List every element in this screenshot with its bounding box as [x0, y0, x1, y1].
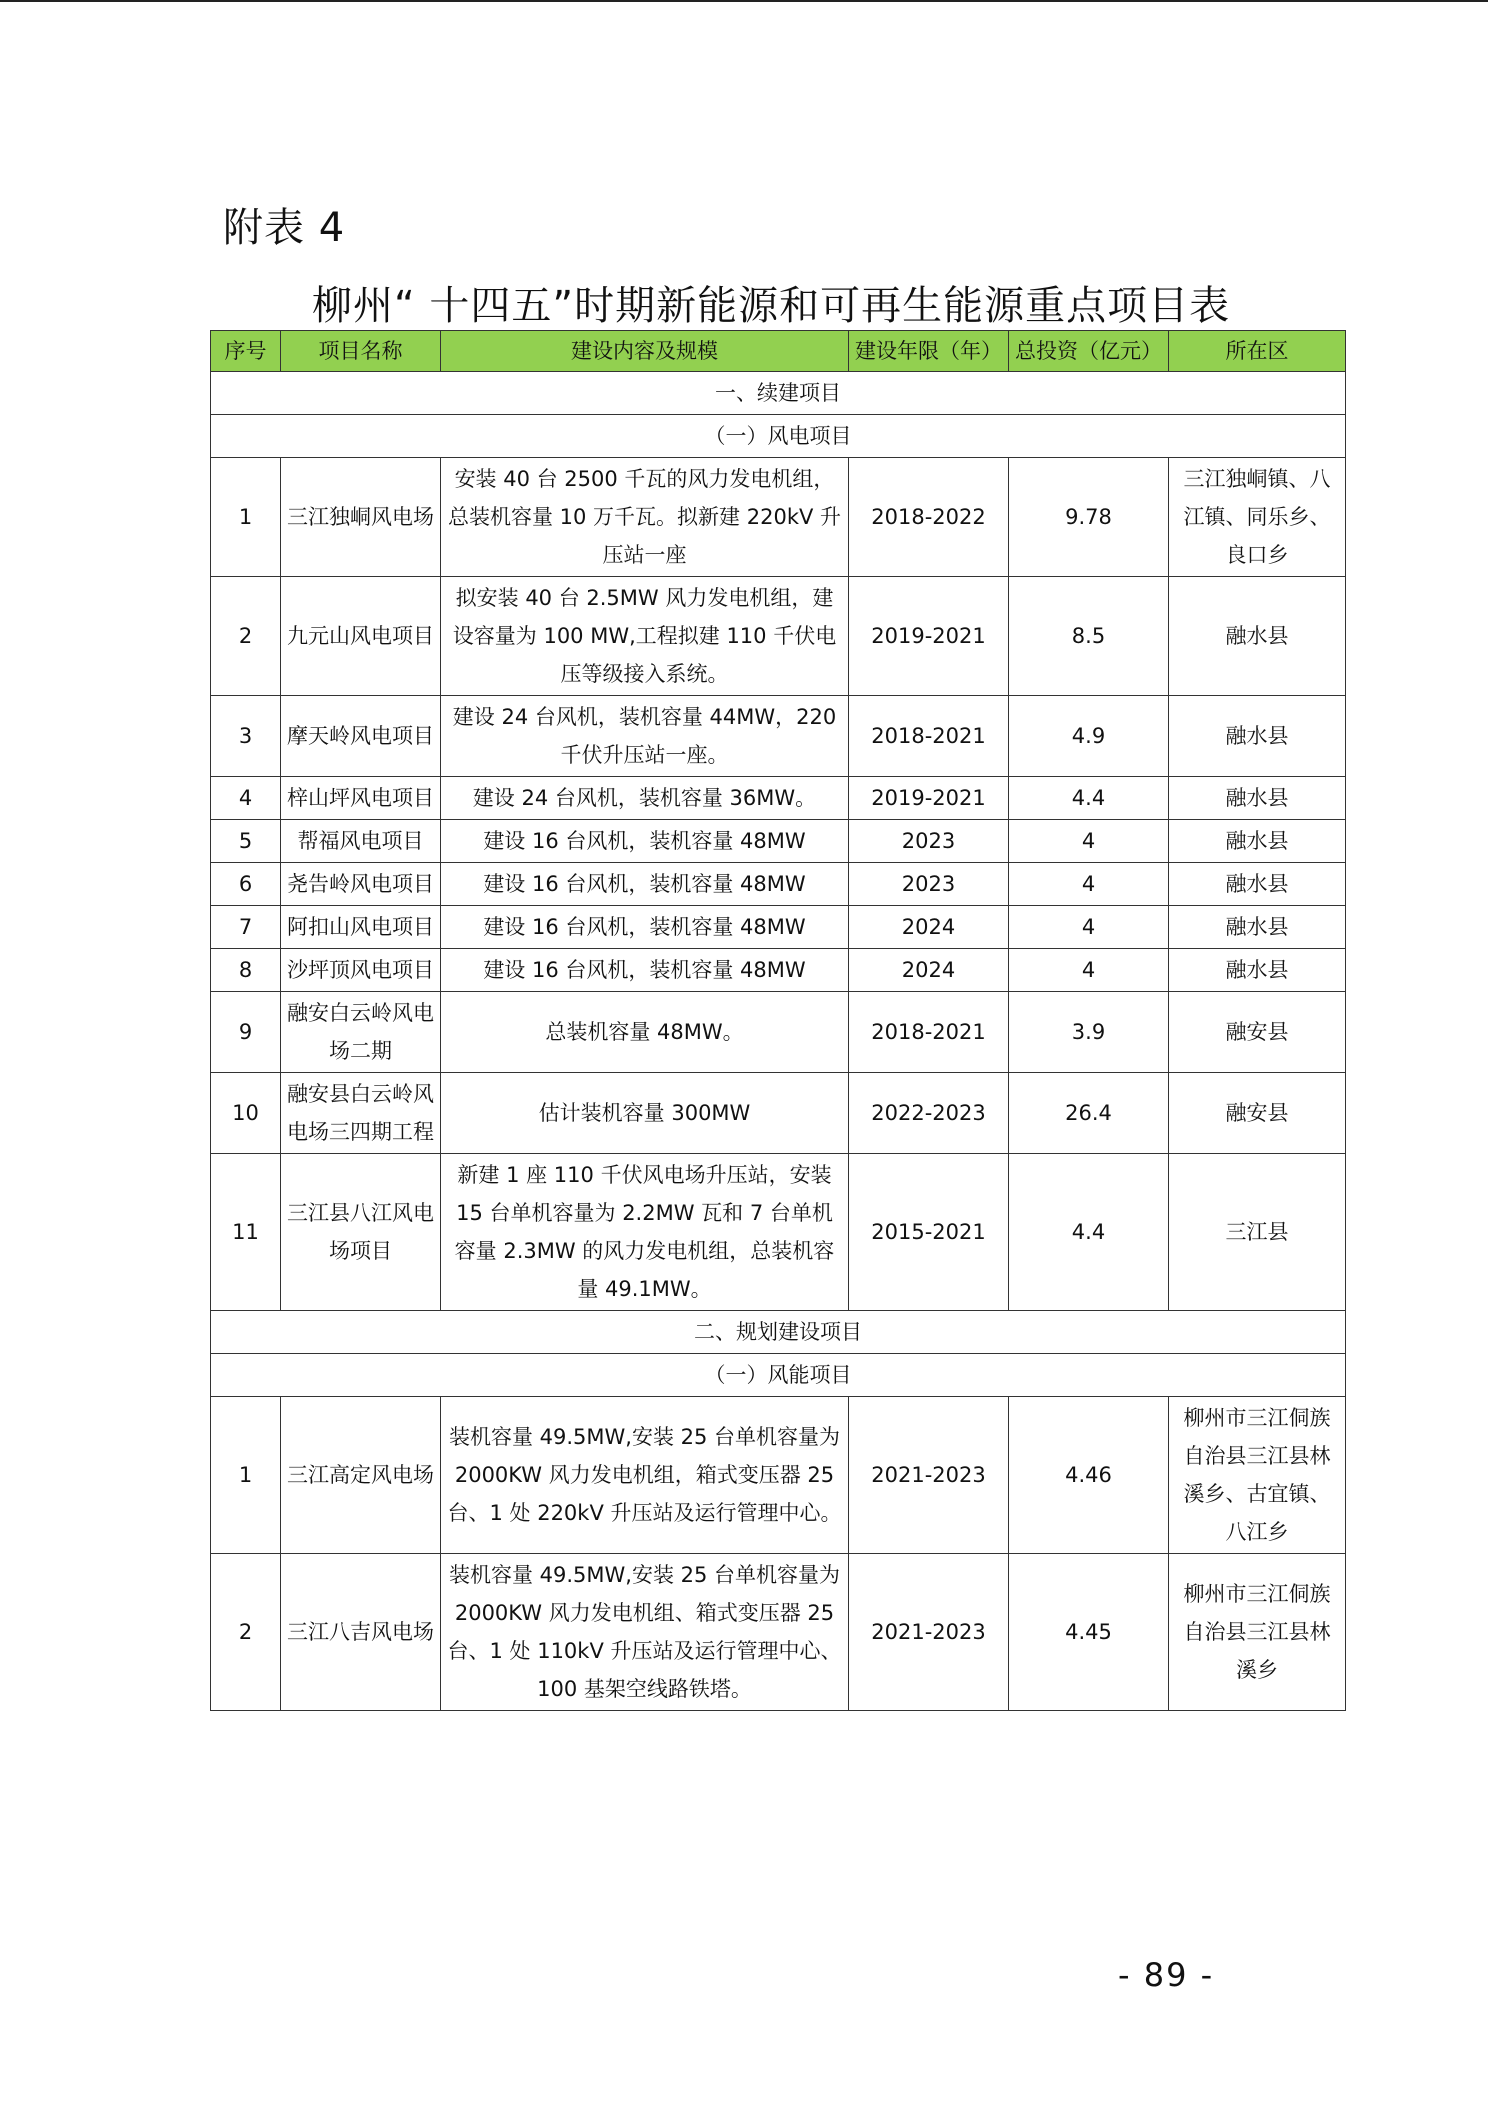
cell-name: 摩天岭风电项目 [281, 696, 441, 777]
section-subtitle-row [211, 415, 1346, 458]
cell-district: 柳州市三江侗族自治县三江县林溪乡、古宜镇、八江乡 [1169, 1397, 1346, 1554]
projects-table [210, 330, 1346, 1711]
col-header-name: 项目名称 [281, 331, 441, 372]
cell-invest: 4.46 [1009, 1397, 1169, 1554]
cell-content: 建设 24 台风机，装机容量 44MW，220 千伏升压站一座。 [441, 696, 849, 777]
table-row [211, 949, 1346, 992]
cell-years: 2022-2023 [849, 1073, 1009, 1154]
col-header-district: 所在区 [1169, 331, 1346, 372]
cell-content: 建设 16 台风机，装机容量 48MW [441, 863, 849, 906]
cell-district: 融水县 [1169, 577, 1346, 696]
cell-years: 2021-2023 [849, 1397, 1009, 1554]
col-header-no: 序号 [211, 331, 281, 372]
cell-no: 10 [211, 1073, 281, 1154]
cell-years: 2018-2021 [849, 992, 1009, 1073]
table-row [211, 696, 1346, 777]
cell-content: 装机容量 49.5MW,安装 25 台单机容量为 2000KW 风力发电机组、箱式变压器 25 台、1 处 110kV 升压站及运行管理中心、100 基架空线路铁塔。 [441, 1554, 849, 1711]
cell-district: 融安县 [1169, 992, 1346, 1073]
cell-no: 1 [211, 458, 281, 577]
section-title: 二、规划建设项目 [211, 1311, 1346, 1354]
cell-name: 沙坪顶风电项目 [281, 949, 441, 992]
cell-years: 2019-2021 [849, 577, 1009, 696]
cell-district: 融水县 [1169, 949, 1346, 992]
cell-years: 2018-2021 [849, 696, 1009, 777]
cell-district: 三江独峒镇、八江镇、同乐乡、良口乡 [1169, 458, 1346, 577]
cell-content: 建设 16 台风机，装机容量 48MW [441, 906, 849, 949]
cell-content: 装机容量 49.5MW,安装 25 台单机容量为 2000KW 风力发电机组，箱式变压器 25 台、1 处 220kV 升压站及运行管理中心。 [441, 1397, 849, 1554]
section-subtitle: （一）风能项目 [211, 1354, 1346, 1397]
cell-district: 融水县 [1169, 820, 1346, 863]
col-header-invest: 总投资（亿元） [1009, 331, 1169, 372]
cell-name: 三江八吉风电场 [281, 1554, 441, 1711]
cell-content: 新建 1 座 110 千伏风电场升压站，安装 15 台单机容量为 2.2MW 瓦和 7 台单机容量 2.3MW 的风力发电机组，总装机容量 49.1MW。 [441, 1154, 849, 1311]
cell-invest: 8.5 [1009, 577, 1169, 696]
table-row [211, 777, 1346, 820]
cell-years: 2024 [849, 949, 1009, 992]
table-row [211, 906, 1346, 949]
cell-no: 9 [211, 992, 281, 1073]
col-header-content: 建设内容及规模 [441, 331, 849, 372]
cell-district: 柳州市三江侗族自治县三江县林溪乡 [1169, 1554, 1346, 1711]
cell-content: 拟安装 40 台 2.5MW 风力发电机组，建设容量为 100 MW,工程拟建 110 千伏电压等级接入系统。 [441, 577, 849, 696]
cell-no: 6 [211, 863, 281, 906]
cell-content: 建设 16 台风机，装机容量 48MW [441, 949, 849, 992]
cell-invest: 26.4 [1009, 1073, 1169, 1154]
section-subtitle-row [211, 1354, 1346, 1397]
cell-name: 尧告岭风电项目 [281, 863, 441, 906]
cell-name: 帮福风电项目 [281, 820, 441, 863]
section-title-row [211, 1311, 1346, 1354]
cell-years: 2019-2021 [849, 777, 1009, 820]
cell-district: 融水县 [1169, 777, 1346, 820]
cell-district: 融水县 [1169, 863, 1346, 906]
cell-invest: 4.4 [1009, 1154, 1169, 1311]
cell-invest: 4.4 [1009, 777, 1169, 820]
cell-content: 估计装机容量 300MW [441, 1073, 849, 1154]
table-row [211, 577, 1346, 696]
cell-district: 融水县 [1169, 906, 1346, 949]
cell-name: 融安白云岭风电场二期 [281, 992, 441, 1073]
cell-invest: 9.78 [1009, 458, 1169, 577]
cell-no: 5 [211, 820, 281, 863]
cell-years: 2023 [849, 863, 1009, 906]
table-row [211, 1154, 1346, 1311]
cell-name: 融安县白云岭风电场三四期工程 [281, 1073, 441, 1154]
table-title: 柳州“ 十四五”时期新能源和可再生能源重点项目表 [312, 283, 1231, 329]
page-number: - 89 - [1118, 1956, 1215, 1994]
cell-content: 安装 40 台 2500 千瓦的风力发电机组，总装机容量 10 万千瓦。拟新建 220kV 升压站一座 [441, 458, 849, 577]
cell-name: 三江高定风电场 [281, 1397, 441, 1554]
section-title-row [211, 372, 1346, 415]
cell-invest: 4 [1009, 906, 1169, 949]
cell-district: 三江县 [1169, 1154, 1346, 1311]
cell-content: 总装机容量 48MW。 [441, 992, 849, 1073]
cell-years: 2015-2021 [849, 1154, 1009, 1311]
cell-no: 3 [211, 696, 281, 777]
table-row [211, 458, 1346, 577]
cell-no: 4 [211, 777, 281, 820]
cell-name: 九元山风电项目 [281, 577, 441, 696]
page-top-rule [0, 0, 1488, 2]
cell-name: 阿扣山风电项目 [281, 906, 441, 949]
cell-invest: 3.9 [1009, 992, 1169, 1073]
cell-district: 融水县 [1169, 696, 1346, 777]
section-subtitle: （一）风电项目 [211, 415, 1346, 458]
cell-invest: 4 [1009, 863, 1169, 906]
cell-content: 建设 24 台风机，装机容量 36MW。 [441, 777, 849, 820]
cell-no: 7 [211, 906, 281, 949]
cell-name: 三江县八江风电场项目 [281, 1154, 441, 1311]
cell-no: 11 [211, 1154, 281, 1311]
cell-years: 2023 [849, 820, 1009, 863]
cell-district: 融安县 [1169, 1073, 1346, 1154]
cell-invest: 4.45 [1009, 1554, 1169, 1711]
header-row [211, 331, 1346, 372]
cell-name: 三江独峒风电场 [281, 458, 441, 577]
cell-years: 2021-2023 [849, 1554, 1009, 1711]
cell-no: 1 [211, 1397, 281, 1554]
cell-invest: 4 [1009, 949, 1169, 992]
cell-no: 2 [211, 577, 281, 696]
section-title: 一、续建项目 [211, 372, 1346, 415]
cell-no: 2 [211, 1554, 281, 1711]
col-header-years: 建设年限（年） [849, 331, 1009, 372]
table-row [211, 820, 1346, 863]
cell-invest: 4 [1009, 820, 1169, 863]
cell-no: 8 [211, 949, 281, 992]
cell-years: 2018-2022 [849, 458, 1009, 577]
table-row [211, 863, 1346, 906]
cell-years: 2024 [849, 906, 1009, 949]
table-row [211, 1397, 1346, 1554]
cell-name: 梓山坪风电项目 [281, 777, 441, 820]
appendix-heading: 附表 4 [223, 205, 346, 251]
table-body [211, 372, 1346, 1711]
cell-invest: 4.9 [1009, 696, 1169, 777]
table-row [211, 1554, 1346, 1711]
table-row [211, 992, 1346, 1073]
cell-content: 建设 16 台风机，装机容量 48MW [441, 820, 849, 863]
table-row [211, 1073, 1346, 1154]
